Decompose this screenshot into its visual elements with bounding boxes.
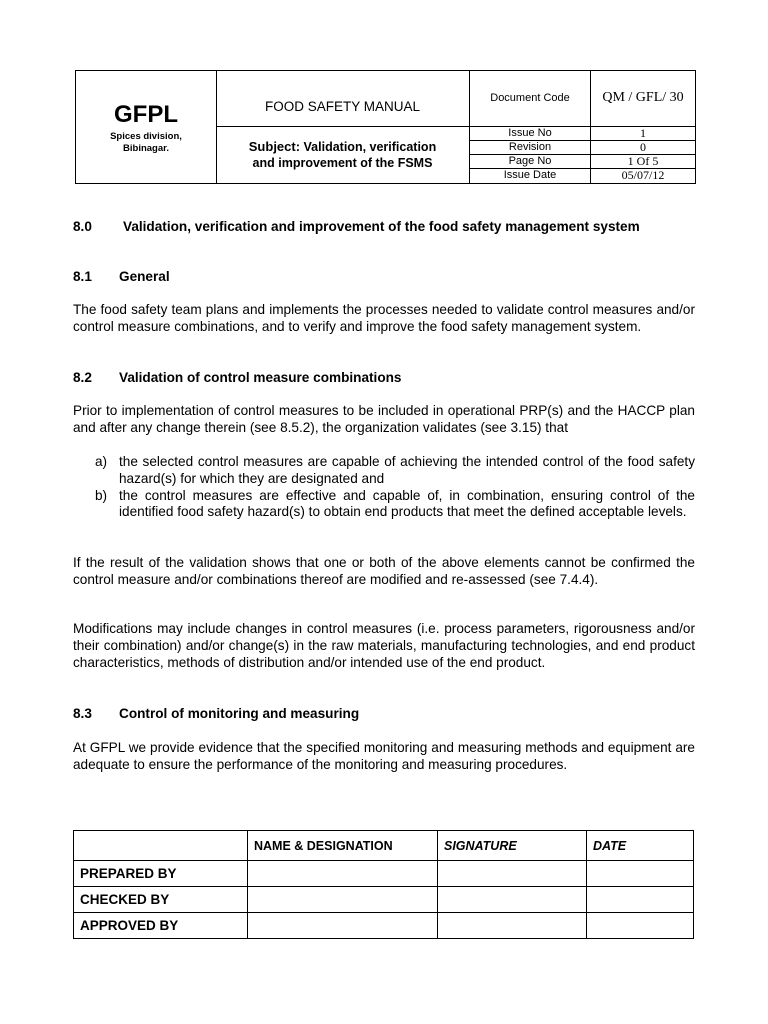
signature-cell[interactable] <box>438 913 587 939</box>
row-label-checked-by: CHECKED BY <box>74 887 248 913</box>
subject-label: Subject: <box>248 139 301 154</box>
section-title: General <box>119 269 170 284</box>
column-header-date: DATE <box>587 831 694 861</box>
document-code-value: QM / GFL/ 30 <box>591 71 695 127</box>
section-8-2-paragraph-2: If the result of the validation shows that one or both of the above elements cannot be confirmed the control measure and/or combinations thereof are modified and re-assessed (see 7.4.4). <box>73 555 695 587</box>
issue-no-label: Issue No <box>470 127 591 141</box>
section-8-1-paragraph: The food safety team plans and implements the processes needed to validate control measures and/or control measure combinations, and to verify and improve the food safety management system. <box>73 302 695 334</box>
subject-line-2: and improvement of the FSMS <box>252 156 433 170</box>
table-header-blank <box>74 831 248 861</box>
division-line-1: Spices division, <box>110 131 182 142</box>
issue-no-value: 1 <box>591 127 695 141</box>
section-8-3-heading <box>73 706 695 723</box>
date-cell[interactable] <box>587 861 694 887</box>
revision-value: 0 <box>591 141 695 155</box>
approval-signature-table <box>73 830 694 939</box>
page-no-value: 1 Of 5 <box>591 155 695 169</box>
list-item <box>95 454 695 488</box>
section-8-3-paragraph: At GFPL we provide evidence that the specified monitoring and measuring methods and equipment are adequate to ensure the performance of the monitoring and measuring procedures. <box>73 740 695 772</box>
table-header-row <box>74 831 694 861</box>
page-no-label: Page No <box>470 155 591 169</box>
list-item-text: the selected control measures are capable of achieving the intended control of the food safety hazard(s) for which they are designated and <box>119 454 695 486</box>
column-header-signature: SIGNATURE <box>438 831 587 861</box>
document-header-table <box>75 70 696 184</box>
company-logo-cell <box>76 71 217 183</box>
section-number: 8.3 <box>73 706 92 721</box>
revision-label: Revision <box>470 141 591 155</box>
signature-cell[interactable] <box>438 887 587 913</box>
list-item-text: the control measures are effective and capable of, in combination, ensuring control of the identified food safety hazard(s) to obtain end products that meet the defined acceptable levels. <box>119 487 695 520</box>
company-division <box>76 131 216 155</box>
list-marker: a) <box>95 454 108 469</box>
date-cell[interactable] <box>587 887 694 913</box>
name-cell[interactable] <box>248 913 438 939</box>
issue-date-value: 05/07/12 <box>621 168 665 182</box>
section-title: Validation of control measure combinations <box>119 370 402 385</box>
validation-criteria-list <box>95 454 695 521</box>
division-line-2: Bibinagar. <box>123 143 169 154</box>
section-8-0-heading <box>73 219 695 236</box>
name-cell[interactable] <box>248 887 438 913</box>
table-row <box>74 861 694 887</box>
column-header-name: NAME & DESIGNATION <box>248 831 438 861</box>
section-8-2-paragraph-3: Modifications may include changes in control measures (i.e. process parameters, rigorousness and/or their combination) and/or change(s) in the raw materials, manufacturing technologies, and end product characteristics, methods of distribution and/or intended use of the end product. <box>73 621 695 670</box>
signature-cell[interactable] <box>438 861 587 887</box>
row-label-approved-by: APPROVED BY <box>74 913 248 939</box>
section-title: Control of monitoring and measuring <box>119 706 360 721</box>
date-cell[interactable] <box>587 913 694 939</box>
company-brand: GFPL <box>114 101 178 128</box>
issue-date-label: Issue Date <box>470 169 591 183</box>
row-label-prepared-by: PREPARED BY <box>74 861 248 887</box>
section-title: Validation, verification and improvement of the food safety management system <box>123 219 640 234</box>
table-row <box>74 887 694 913</box>
document-code-label: Document Code <box>470 71 591 127</box>
subject-cell <box>216 127 470 183</box>
section-number: 8.0 <box>73 219 92 234</box>
list-marker: b) <box>95 487 108 503</box>
list-item <box>95 488 695 522</box>
name-cell[interactable] <box>248 861 438 887</box>
manual-title: FOOD SAFETY MANUAL <box>216 71 470 127</box>
section-8-2-heading <box>73 370 695 387</box>
section-8-1-heading <box>73 269 695 286</box>
section-number: 8.1 <box>73 269 92 284</box>
subject-line-1: Validation, verification <box>300 140 437 154</box>
table-row <box>74 913 694 939</box>
section-number: 8.2 <box>73 370 92 385</box>
section-8-2-paragraph-1: Prior to implementation of control measures to be included in operational PRP(s) and the HACCP plan and after any change therein (see 8.5.2), the organization validates (see 3.15) that <box>73 403 695 435</box>
